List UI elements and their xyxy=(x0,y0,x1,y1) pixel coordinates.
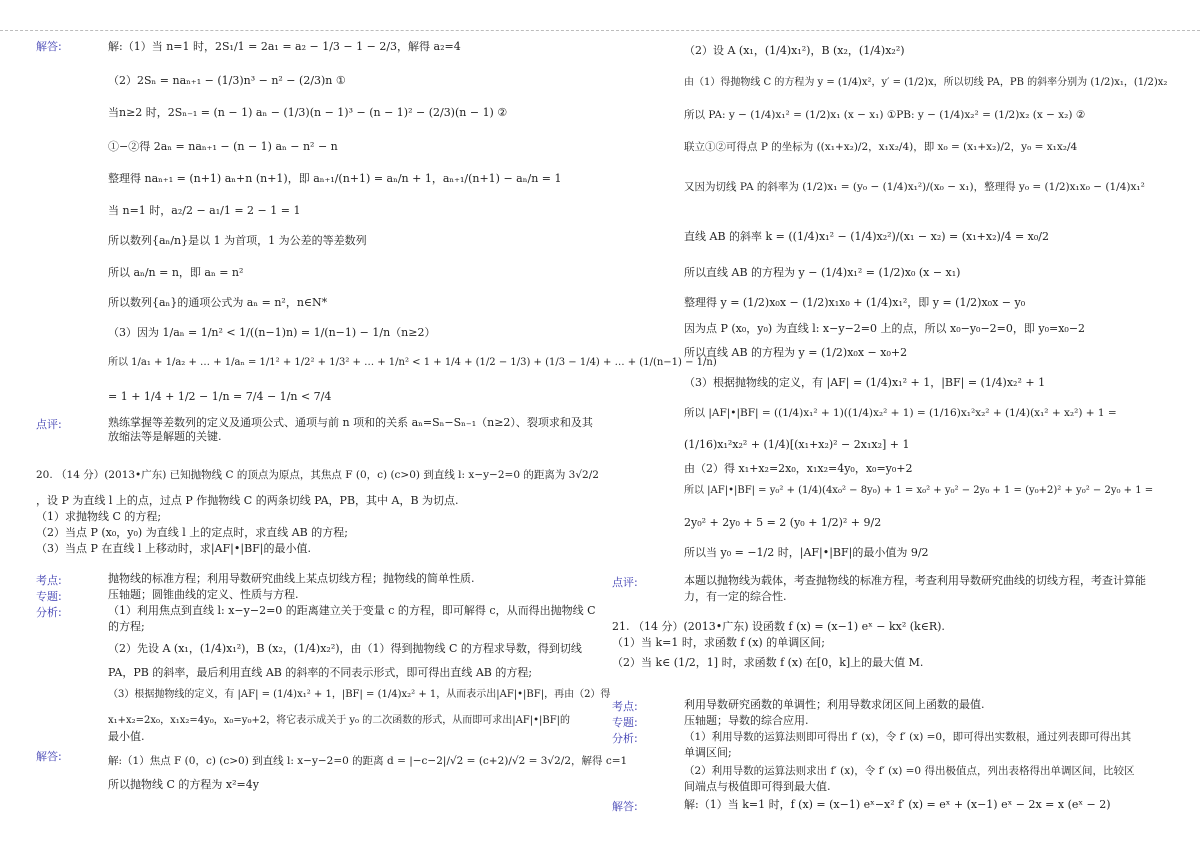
q19-answer-line: 当n≥2 时，2Sₙ₋₁ = (n − 1) aₙ − (1/3)(n − 1)³ − (n − 1)² − (2/3)(n − 1) ② xyxy=(108,106,508,119)
q19-answer-line: 整理得 naₙ₊₁ = (n+1) aₙ+n (n+1)，即 aₙ₊₁/(n+1) = aₙ/n + 1，aₙ₊₁/(n+1) − aₙ/n = 1 xyxy=(108,172,562,185)
comment-label: 点评: xyxy=(612,576,638,589)
q19-answer-line: 所以数列{aₙ/n}是以 1 为首项，1 为公差的等差数列 xyxy=(108,234,367,247)
q20-answer-line: 所以 |AF|•|BF| = y₀² + (1/4)(4x₀² − 8y₀) + 1 = x₀² + y₀² − 2y₀ + 1 = (y₀+2)² + y₀² − 2y₀ + 1 = xyxy=(684,485,1154,496)
q19-answer-line: 所以数列{aₙ}的通项公式为 aₙ = n²，n∈N* xyxy=(108,296,328,309)
q21-analysis-line: （1）利用导数的运算法则即可得出 f′ (x)，令 f′ (x) =0，即可得出实数根，通过列表即可得出其 xyxy=(684,731,1132,743)
q20-answer-line: (1/16)x₁²x₂² + (1/4)[(x₁+x₂)² − 2x₁x₂] + 1 xyxy=(684,438,910,451)
q20-answer-line: 2y₀² + 2y₀ + 5 = 2 (y₀ + 1/2)² + 9/2 xyxy=(684,516,882,529)
q20-answer-line: 又因为切线 PA 的斜率为 (1/2)x₁ = (y₀ − (1/4)x₁²)/(x₀ − x₁)，整理得 y₀ = (1/2)x₁x₀ − (1/4)x₁² xyxy=(684,181,1145,193)
q20-analysis-line: x₁+x₂=2x₀，x₁x₂=4y₀，x₀=y₀+2，将它表示成关于 y₀ 的二次函数的形式，从而即可求出|AF|•|BF|的 xyxy=(108,715,571,726)
q21-stem-line: 21. （14 分）(2013•广东) 设函数 f (x) = (x−1) eˣ − kx² (k∈R). xyxy=(612,620,945,633)
q20-analysis-line: （1）利用焦点到直线 l: x−y−2=0 的距离建立关于变量 c 的方程，即可解得 c，从而得出抛物线 C xyxy=(108,604,596,617)
q20-topic: 抛物线的标准方程；利用导数研究曲线上某点切线方程；抛物线的简单性质. xyxy=(108,572,475,585)
q20-answer-line: 由（2）得 x₁+x₂=2x₀，x₁x₂=4y₀，x₀=y₀+2 xyxy=(684,462,913,475)
q20-stem-line: 20. （14 分）(2013•广东) 已知抛物线 C 的顶点为原点，其焦点 F (0，c) (c>0) 到直线 l: x−y−2=0 的距离为 3√2/2 xyxy=(36,469,599,481)
q20-stem-line: （1）求抛物线 C 的方程; xyxy=(36,510,162,523)
category-label: 专题: xyxy=(612,716,638,729)
q20-answer-line: 所以当 y₀ = −1/2 时，|AF|•|BF|的最小值为 9/2 xyxy=(684,546,929,559)
topic-label: 考点: xyxy=(36,574,62,587)
q21-stem-line: （1）当 k=1 时，求函数 f (x) 的单调区间; xyxy=(612,636,825,649)
q20-analysis-line: （3）根据抛物线的定义，有 |AF| = (1/4)x₁² + 1，|BF| = (1/4)x₂² + 1，从而表示出|AF|•|BF|，再由（2）得 xyxy=(108,689,611,700)
q19-answer-line: ①−②得 2aₙ = naₙ₊₁ − (n − 1) aₙ − n² − n xyxy=(108,140,338,153)
q19-answer-line: 当 n=1 时，a₂/2 − a₁/1 = 2 − 1 = 1 xyxy=(108,204,301,217)
analysis-label: 分析: xyxy=(612,732,638,745)
q20-answer-line: 因为点 P (x₀，y₀) 为直线 l: x−y−2=0 上的点，所以 x₀−y₀−2=0，即 y₀=x₀−2 xyxy=(684,322,1086,335)
answer-label: 解答: xyxy=(612,800,638,813)
q20-comment-line: 本题以抛物线为载体，考查抛物线的标准方程，考查利用导数研究曲线的切线方程，考查计算能 xyxy=(684,574,1146,587)
q20-analysis-line: 的方程; xyxy=(108,620,145,633)
q20-answer-line: 所以 |AF|•|BF| = ((1/4)x₁² + 1)((1/4)x₂² + 1) = (1/16)x₁²x₂² + (1/4)(x₁² + x₂²) + 1 = xyxy=(684,407,1117,419)
q19-answer-line: （3）因为 1/aₙ = 1/n² < 1/((n−1)n) = 1/(n−1) − 1/n（n≥2） xyxy=(108,326,436,339)
q20-answer-line: （3）根据抛物线的定义，有 |AF| = (1/4)x₁² + 1，|BF| = (1/4)x₂² + 1 xyxy=(684,376,1046,389)
q20-answer-line: 由（1）得抛物线 C 的方程为 y = (1/4)x²，y′ = (1/2)x，所以切线 PA，PB 的斜率分别为 (1/2)x₁，(1/2)x₂ xyxy=(684,77,1168,88)
q20-answer-line: 所以直线 AB 的方程为 y − (1/4)x₁² = (1/2)x₀ (x − x₁) xyxy=(684,266,961,279)
q21-category: 压轴题；导数的综合应用. xyxy=(684,714,809,727)
q19-answer-line: 所以 1/a₁ + 1/a₂ + … + 1/aₙ = 1/1² + 1/2² + 1/3² + … + 1/n² < 1 + 1/4 + (1/2 − 1/3) + (1/3 − 1/4) + … + (1/(n−1) − 1/n) xyxy=(108,357,717,368)
q20-comment-line: 力，有一定的综合性. xyxy=(684,590,787,603)
q21-analysis-line: （2）利用导数的运算法则求出 f′ (x)，令 f′ (x) =0 得出极值点，列出表格得出单调区间，比较区 xyxy=(684,765,1135,777)
q20-category: 压轴题；圆锥曲线的定义、性质与方程. xyxy=(108,588,299,601)
answer-label: 解答: xyxy=(36,750,62,763)
q19-answer-line: （2）2Sₙ = naₙ₊₁ − (1/3)n³ − n² − (2/3)n ① xyxy=(108,74,346,87)
q21-analysis-line: 间端点与极值即可得到最大值. xyxy=(684,780,831,793)
q21-analysis-line: 单调区间; xyxy=(684,746,732,759)
analysis-label: 分析: xyxy=(36,606,62,619)
q20-stem-line: （3）当点 P 在直线 l 上移动时，求|AF|•|BF|的最小值. xyxy=(36,542,312,555)
category-label: 专题: xyxy=(36,590,62,603)
q19-comment: 熟练掌握等差数列的定义及通项公式、通项与前 n 项和的关系 aₙ=Sₙ−Sₙ₋₁（n≥2）、裂项求和及其放缩法等是解题的关键. xyxy=(108,416,593,443)
q21-topic: 利用导数研究函数的单调性；利用导数求闭区间上函数的最值. xyxy=(684,698,985,711)
q20-analysis-line: 最小值. xyxy=(108,730,145,743)
q19-answer-line: = 1 + 1/4 + 1/2 − 1/n = 7/4 − 1/n < 7/4 xyxy=(108,390,332,403)
q19-answer-line: 解:（1）当 n=1 时，2S₁/1 = 2a₁ = a₂ − 1/3 − 1 − 2/3，解得 a₂=4 xyxy=(108,40,461,53)
q20-stem-line: （2）当点 P (x₀，y₀) 为直线 l 上的定点时，求直线 AB 的方程; xyxy=(36,526,348,539)
q20-answer-line: 整理得 y = (1/2)x₀x − (1/2)x₁x₀ + (1/4)x₁²，即 y = (1/2)x₀x − y₀ xyxy=(684,296,1026,309)
q20-answer-line: 解:（1）焦点 F (0，c) (c>0) 到直线 l: x−y−2=0 的距离 d = |−c−2|/√2 = (c+2)/√2 = 3√2/2，解得 c=1 xyxy=(108,755,628,767)
q20-analysis-line: （2）先设 A (x₁，(1/4)x₁²)，B (x₂，(1/4)x₂²)，由（1）得到抛物线 C 的方程求导数，得到切线 xyxy=(108,642,582,655)
top-dashed-rule xyxy=(0,30,1200,31)
q20-answer-line: 所以直线 AB 的方程为 y = (1/2)x₀x − x₀+2 xyxy=(684,346,908,359)
q20-answer-line: 所以 PA: y − (1/4)x₁² = (1/2)x₁ (x − x₁) ①PB: y − (1/4)x₂² = (1/2)x₂ (x − x₂) ② xyxy=(684,109,1086,121)
q20-answer-line: 联立①②可得点 P 的坐标为 ((x₁+x₂)/2，x₁x₂/4)，即 x₀ = (x₁+x₂)/2，y₀ = x₁x₂/4 xyxy=(684,141,1078,153)
q20-answer-line: （2）设 A (x₁，(1/4)x₁²)，B (x₂，(1/4)x₂²) xyxy=(684,44,905,57)
topic-label: 考点: xyxy=(612,700,638,713)
q21-stem-line: （2）当 k∈ (1/2，1] 时，求函数 f (x) 在[0，k]上的最大值 M. xyxy=(612,656,924,669)
comment-label: 点评: xyxy=(36,418,62,431)
q20-stem-line: ，设 P 为直线 l 上的点，过点 P 作抛物线 C 的两条切线 PA，PB，其中 A，B 为切点. xyxy=(36,494,459,507)
q20-answer-line: 直线 AB 的斜率 k = ((1/4)x₁² − (1/4)x₂²)/(x₁ − x₂) = (x₁+x₂)/4 = x₀/2 xyxy=(684,230,1049,243)
q19-answer-line: 所以 aₙ/n = n，即 aₙ = n² xyxy=(108,266,244,279)
answer-label: 解答: xyxy=(36,40,62,53)
q20-analysis-line: PA，PB 的斜率，最后利用直线 AB 的斜率的不同表示形式，即可得出直线 AB 的方程; xyxy=(108,666,533,679)
q20-answer-line: 所以抛物线 C 的方程为 x²=4y xyxy=(108,778,259,791)
q21-answer-line: 解:（1）当 k=1 时，f (x) = (x−1) eˣ−x² f′ (x) = eˣ + (x−1) eˣ − 2x = x (eˣ − 2) xyxy=(684,798,1111,811)
